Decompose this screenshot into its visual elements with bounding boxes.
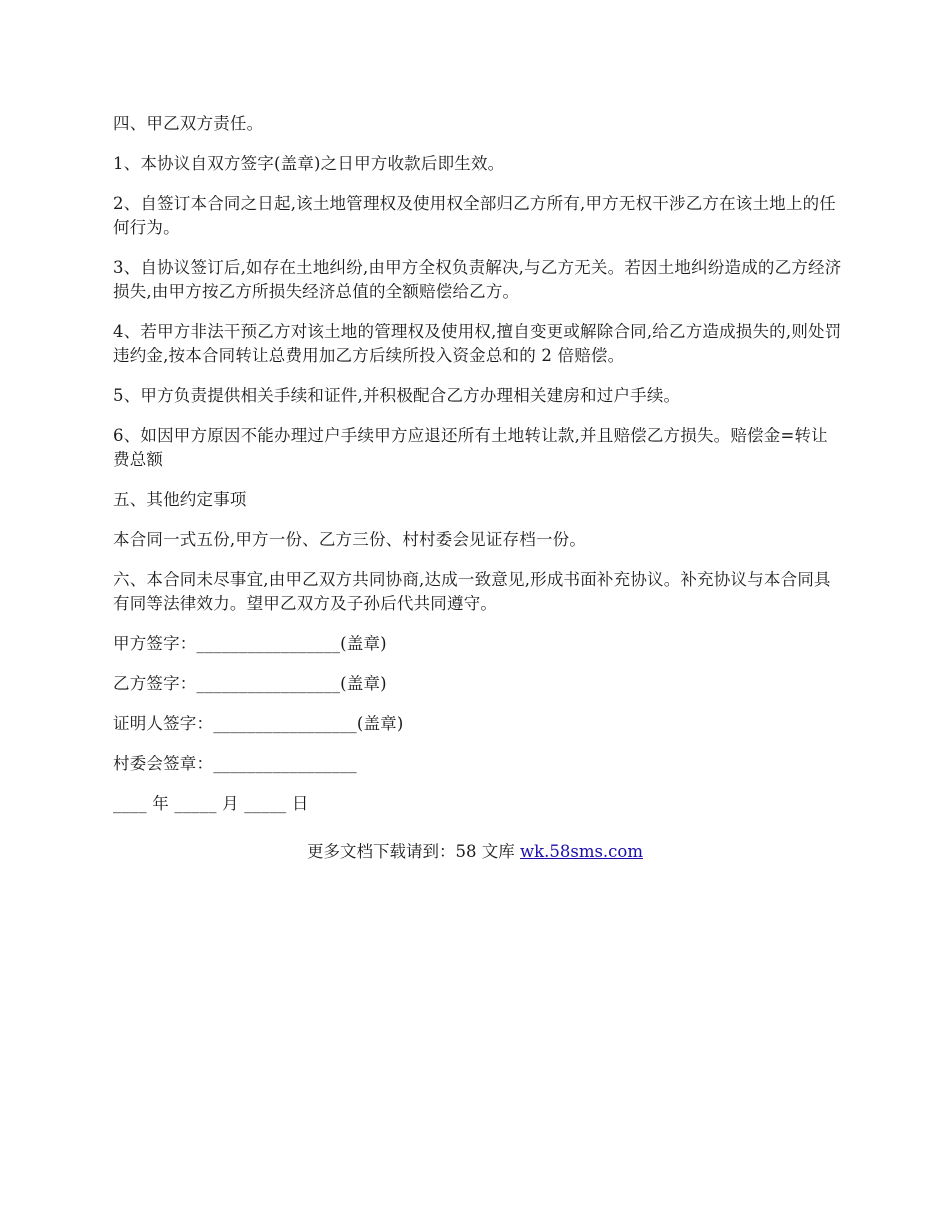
clause-4: 4、若甲方非法干预乙方对该土地的管理权及使用权,擅自变更或解除合同,给乙方造成损失的,则处罚违约金,按本合同转让总费用加乙方后续所投入资金总和的 2 倍赔偿。 bbox=[113, 322, 842, 365]
copies-clause: 本合同一式五份,甲方一份、乙方三份、村村委会见证存档一份。 bbox=[113, 530, 587, 549]
section-heading-supplementary: 六、本合同未尽事宜,由甲乙双方共同协商,达成一致意见,形成书面补充协议。补充协议与本合同具有同等法律效力。望甲乙双方及子孙后代共同遵守。 bbox=[113, 570, 831, 613]
document-body bbox=[113, 112, 843, 832]
clause-3: 3、自协议签订后,如存在土地纠纷,由甲方全权负责解决,与乙方无关。若因土地纠纷造成的乙方经济损失,由甲方按乙方所损失经济总值的全额赔偿给乙方。 bbox=[113, 258, 842, 301]
signature-date: ____ 年 _____ 月 _____ 日 bbox=[113, 794, 309, 813]
section-heading-other-terms: 五、其他约定事项 bbox=[113, 490, 247, 509]
clause-1: 1、本协议自双方签字(盖章)之日甲方收款后即生效。 bbox=[113, 154, 505, 173]
clause-6: 6、如因甲方原因不能办理过户手续甲方应退还所有土地转让款,并且赔偿乙方损失。赔偿金=转让费总额 bbox=[113, 426, 828, 469]
footer bbox=[0, 840, 950, 864]
clause-2: 2、自签订本合同之日起,该土地管理权及使用权全部归乙方所有,甲方无权干涉乙方在该土地上的任何行为。 bbox=[113, 194, 836, 237]
signature-witness: 证明人签字：_________________(盖章) bbox=[113, 714, 404, 733]
footer-text: 更多文档下载请到：58 文库 bbox=[306, 842, 520, 861]
clause-5: 5、甲方负责提供相关手续和证件,并积极配合乙方办理相关建房和过户手续。 bbox=[113, 386, 681, 405]
section-heading-responsibilities: 四、甲乙双方责任。 bbox=[113, 114, 264, 133]
signature-party-b: 乙方签字：_________________(盖章) bbox=[113, 674, 387, 693]
signature-party-a: 甲方签字：_________________(盖章) bbox=[113, 634, 387, 653]
footer-link[interactable]: wk.58sms.com bbox=[519, 842, 643, 861]
signature-village-committee: 村委会签章：_________________ bbox=[113, 754, 357, 773]
